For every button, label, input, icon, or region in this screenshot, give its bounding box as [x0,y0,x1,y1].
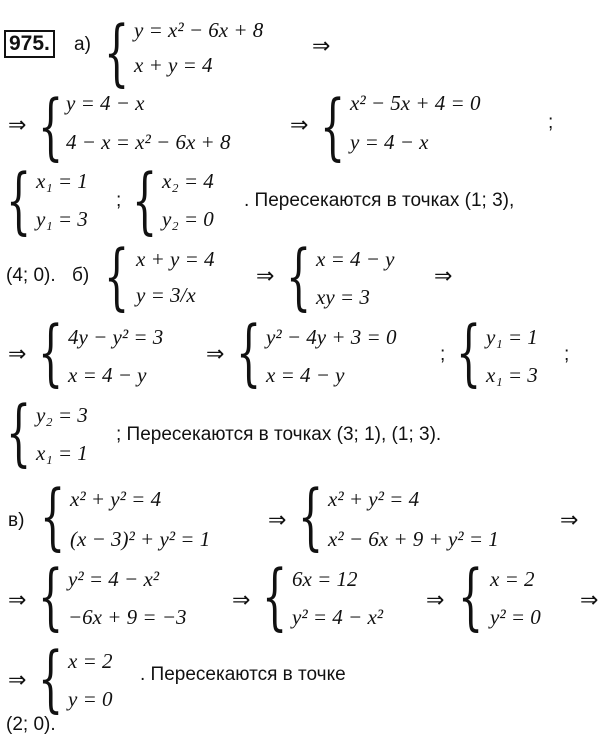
brace: { [38,636,64,720]
implies-arrow: ⇒ [290,113,309,138]
eq-c4-1: 6x = 12 [292,567,358,591]
eq-c3-1: y² = 4 − x² [68,567,160,591]
brace: { [6,158,32,242]
eq-b1-2: y = 3/x [136,283,196,307]
sol-b2-y: y₂ = 3 [36,403,88,427]
eq-a3-2: y = 4 − x [350,130,429,154]
eq-c4-2: y² = 4 − x² [292,605,384,629]
eq-c2-2: x² − 6x + 9 + y² = 1 [328,527,499,551]
implies-arrow: ⇒ [426,588,445,613]
part-b-label: б) [72,265,90,286]
eq-c3-2: −6x + 9 = −3 [68,605,187,629]
brace: { [456,310,482,394]
brace: { [262,554,288,638]
eq-a2-2: 4 − x = x² − 6x + 8 [66,130,231,154]
part-a-label: а) [74,34,91,55]
brace: { [38,310,64,394]
implies-arrow: ⇒ [268,508,287,533]
implies-arrow: ⇒ [580,588,599,613]
eq-c2-1: x² + y² = 4 [328,487,420,511]
brace: { [6,390,32,474]
result-text-a-cont: (4; 0). [6,265,56,286]
sol-a1-x: x₁ = 1 [36,169,88,193]
eq-a3-1: x² − 5x + 4 = 0 [350,91,481,115]
brace: { [320,84,346,168]
brace: { [104,10,130,94]
implies-arrow: ⇒ [8,588,27,613]
result-text-b: ; Пересекаются в точках (3; 1), (1; 3). [116,424,442,445]
eq-a2-1: y = 4 − x [66,91,145,115]
sol-b1-x: x₁ = 3 [486,363,538,387]
implies-arrow: ⇒ [8,113,27,138]
sol-a2-y: y₂ = 0 [162,207,214,231]
brace: { [40,474,66,558]
separator: ; [116,190,122,211]
eq-c1-1: x² + y² = 4 [70,487,162,511]
implies-arrow: ⇒ [560,508,579,533]
sol-b2-x: x₁ = 1 [36,441,88,465]
eq-b4-1: y² − 4y + 3 = 0 [266,325,397,349]
brace: { [38,554,64,638]
brace: { [104,234,130,318]
result-text-c: . Пересекаются в точке [140,664,346,685]
separator: ; [564,344,570,365]
sol-a2-x: x₂ = 4 [162,169,214,193]
result-text-a: . Пересекаются в точках (1; 3), [244,190,515,211]
brace: { [236,310,262,394]
implies-arrow: ⇒ [434,264,453,289]
brace: { [286,234,312,318]
eq-a1-1: y = x² − 6x + 8 [134,18,264,42]
eq-b3-2: x = 4 − y [68,363,147,387]
eq-b3-1: 4y − y² = 3 [68,325,164,349]
result-text-c-cont: (2; 0). [6,714,56,735]
problem-number: 975. [4,30,55,58]
eq-c1-2: (x − 3)² + y² = 1 [70,527,211,551]
brace: { [132,158,158,242]
separator: ; [548,112,554,133]
eq-c5-2: y² = 0 [490,605,541,629]
part-c-label: в) [8,510,25,531]
implies-arrow: ⇒ [256,264,275,289]
separator: ; [440,344,446,365]
brace: { [38,84,64,168]
sol-b1-y: y₁ = 1 [486,325,538,349]
eq-b2-1: x = 4 − y [316,247,395,271]
sol-c-y: y = 0 [68,687,113,711]
implies-arrow: ⇒ [206,342,225,367]
brace: { [458,554,484,638]
eq-b4-2: x = 4 − y [266,363,345,387]
eq-b2-2: xy = 3 [316,285,370,309]
sol-a1-y: y₁ = 3 [36,207,88,231]
implies-arrow: ⇒ [232,588,251,613]
implies-arrow: ⇒ [8,668,27,693]
eq-c5-1: x = 2 [490,567,535,591]
brace: { [298,474,324,558]
sol-c-x: x = 2 [68,649,113,673]
eq-b1-1: x + y = 4 [136,247,215,271]
implies-arrow: ⇒ [312,34,331,59]
implies-arrow: ⇒ [8,342,27,367]
eq-a1-2: x + y = 4 [134,53,213,77]
